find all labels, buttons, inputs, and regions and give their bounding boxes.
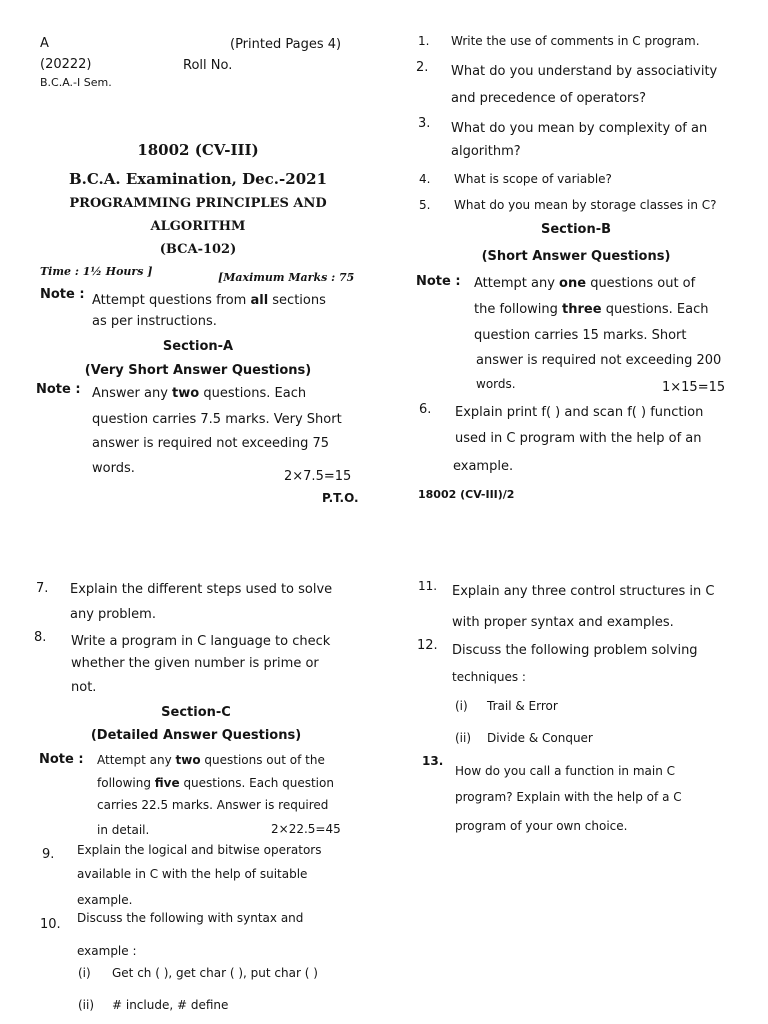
question-9-line-3: example. [77, 893, 133, 907]
question-8-line-3: not. [71, 680, 97, 695]
section-c-heading: Section-C [161, 705, 231, 720]
section-c-subheading: (Detailed Answer Questions) [90, 728, 302, 743]
question-10-line-1: Discuss the following with syntax and [77, 911, 304, 925]
question-9-line-2: available in C with the help of suitable [77, 867, 308, 881]
section-a-subheading: (Very Short Answer Questions) [84, 363, 312, 378]
question-13-line-3: program of your own choice. [455, 819, 628, 833]
question-6-line-1: Explain print f( ) and scan f( ) function [455, 405, 704, 420]
note-c-label: Note : [39, 752, 84, 767]
note-b-label: Note : [416, 274, 461, 289]
question-11-line-2: with proper syntax and examples. [452, 615, 674, 630]
paper-code-number: (20222) [40, 57, 92, 72]
question-2-line-2: and precedence of operators? [451, 91, 647, 106]
subject-line-1: PROGRAMMING PRINCIPLES AND [69, 196, 327, 211]
question-7-line-2: any problem. [70, 607, 156, 622]
marks-section-c: 2×22.5=45 [271, 822, 341, 836]
question-7-number: 7. [36, 581, 49, 596]
question-12-line-1: Discuss the following problem solving [452, 643, 698, 658]
question-3-number: 3. [418, 116, 431, 131]
series-letter: A [40, 36, 49, 51]
note-b-line-2: the following three questions. Each [474, 302, 709, 317]
question-10-item-2: (ii) # include, # define [78, 998, 229, 1012]
note-b-line-1: Attempt any one questions out of [474, 276, 696, 291]
question-11-number: 11. [418, 579, 438, 593]
question-9-number: 9. [42, 847, 55, 862]
note-b-line-5: words. [476, 377, 516, 391]
note-b-line-4: answer is required not exceeding 200 [476, 353, 722, 368]
question-10-item-1: (i) Get ch ( ), get char ( ), put char ( ) [78, 966, 318, 980]
note-a-label: Note : [36, 382, 81, 397]
question-9-line-1: Explain the logical and bitwise operators [77, 843, 322, 857]
time-allowed: Time : 1½ Hours ] [40, 265, 153, 278]
question-2-line-1: What do you understand by associativity [451, 64, 718, 79]
question-8-line-2: whether the given number is prime or [71, 656, 319, 671]
question-12-item-2: (ii) Divide & Conquer [455, 731, 593, 745]
maximum-marks: [Maximum Marks : 75 [218, 271, 355, 284]
section-b-subheading: (Short Answer Questions) [481, 249, 671, 264]
question-11-line-1: Explain any three control structures in C [452, 584, 715, 599]
question-6-number: 6. [419, 402, 432, 417]
note-a-line-2: question carries 7.5 marks. Very Short [92, 412, 342, 427]
note-a-line-1: Answer any two questions. Each [92, 386, 307, 401]
question-13-line-2: program? Explain with the help of a C [455, 790, 682, 804]
question-12-number: 12. [417, 638, 438, 653]
note-c-line-2: following five questions. Each question [97, 776, 334, 790]
pto: P.T.O. [322, 491, 359, 505]
question-12-line-2: techniques : [452, 670, 526, 684]
note-label: Note : [40, 287, 85, 302]
note-c-line-4: in detail. [97, 823, 150, 837]
question-2-number: 2. [416, 60, 429, 75]
note-c-line-3: carries 22.5 marks. Answer is required [97, 798, 329, 812]
question-10-number: 10. [40, 917, 61, 932]
question-13-line-1: How do you call a function in main C [455, 764, 675, 778]
question-13-number: 13. [422, 754, 444, 768]
question-6-line-2: used in C program with the help of an [455, 431, 702, 446]
semester: B.C.A.-I Sem. [40, 76, 112, 89]
note-a-line-3: answer is required not exceeding 75 [92, 436, 330, 451]
question-6-line-3: example. [453, 459, 514, 474]
question-3-line-2: algorithm? [451, 144, 521, 159]
question-10-line-2: example : [77, 944, 137, 958]
question-4: 4. What is scope of variable? [419, 172, 612, 186]
note-b-line-3: question carries 15 marks. Short [474, 328, 687, 343]
section-b-heading: Section-B [540, 222, 612, 237]
subject-line-2: ALGORITHM [150, 219, 246, 234]
marks-section-b: 1×15=15 [662, 380, 726, 395]
paper-code: 18002 (CV-III) [137, 141, 259, 159]
note-c-line-1: Attempt any two questions out of the [97, 753, 325, 767]
question-7-line-1: Explain the different steps used to solve [70, 582, 333, 597]
question-8-number: 8. [34, 630, 47, 645]
note-line-1: Attempt questions from all sections [92, 293, 326, 308]
question-8-line-1: Write a program in C language to check [71, 634, 331, 649]
question-5: 5. What do you mean by storage classes in C? [419, 198, 717, 212]
page-2-footer: 18002 (CV-III)/2 [418, 488, 515, 501]
course-code: (BCA-102) [159, 242, 237, 257]
marks-section-a: 2×7.5=15 [284, 469, 352, 484]
note-line-2: as per instructions. [92, 314, 217, 329]
note-a-line-4: words. [92, 461, 135, 476]
question-1: 1. Write the use of comments in C program. [418, 34, 700, 48]
section-a-heading: Section-A [162, 339, 234, 354]
question-12-item-1: (i) Trail & Error [455, 699, 558, 713]
exam-title: B.C.A. Examination, Dec.-2021 [68, 170, 328, 188]
printed-pages: (Printed Pages 4) [230, 37, 342, 52]
roll-no-label: Roll No. [183, 58, 233, 73]
question-3-line-1: What do you mean by complexity of an [451, 121, 708, 136]
